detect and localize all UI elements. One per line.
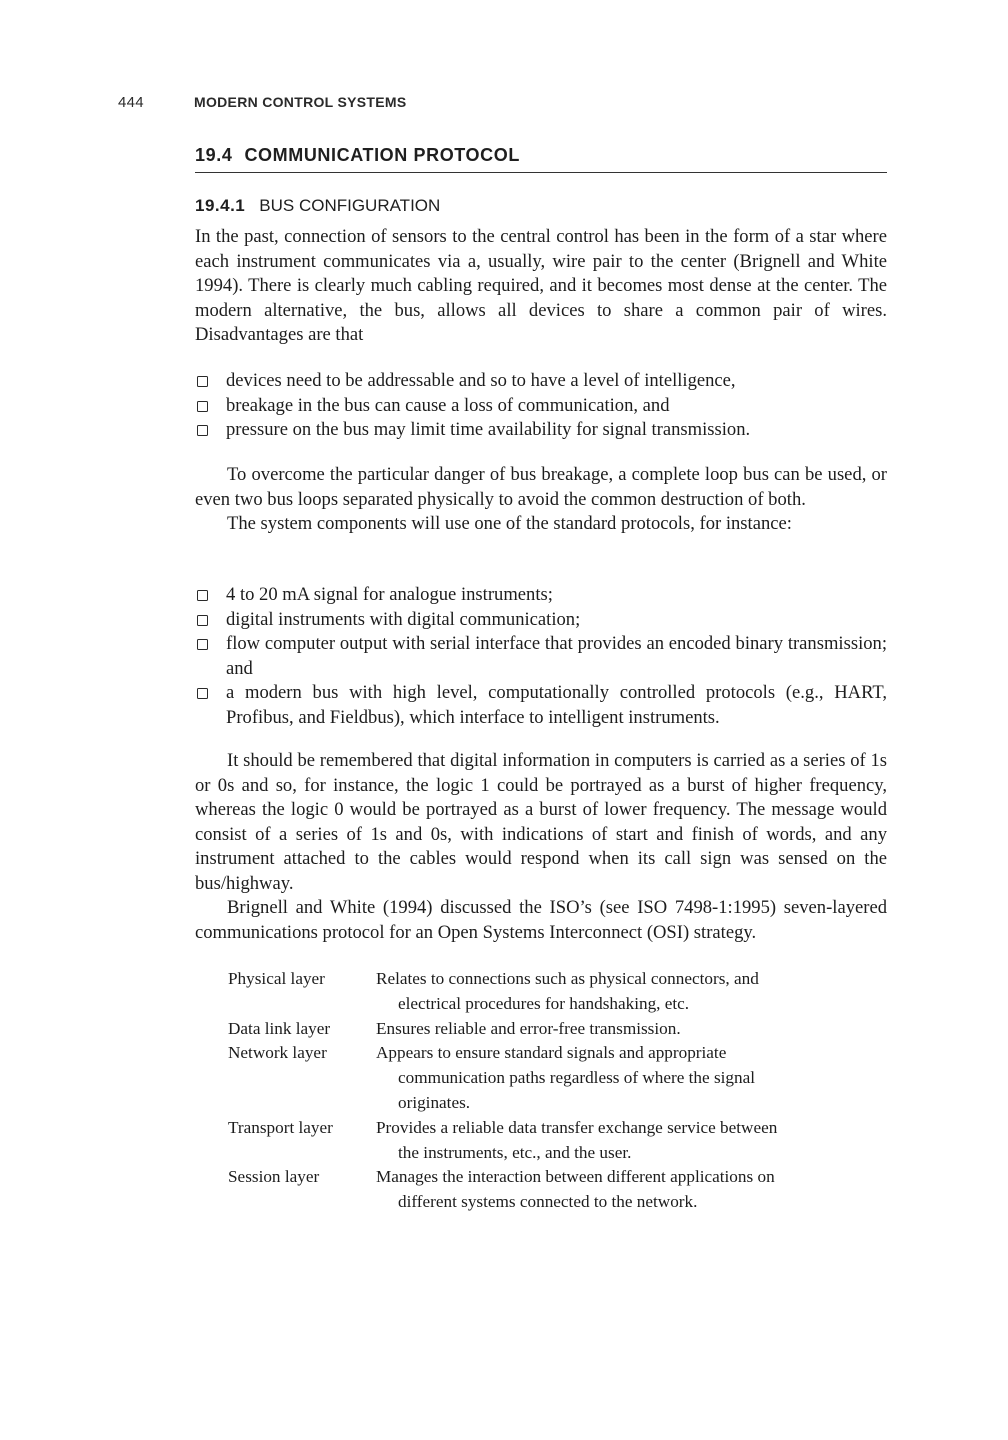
overcome-paragraph: To overcome the particular danger of bus breakage, a complete loop bus can be used, or even two bus loops separated physically to avoid the common destruction of both. bbox=[195, 464, 887, 510]
section-title: COMMUNICATION PROTOCOL bbox=[244, 145, 520, 165]
list-item: devices need to be addressable and so to have a level of intelligence, bbox=[195, 369, 887, 394]
checkbox-bullet-icon bbox=[197, 376, 208, 387]
disadvantages-block bbox=[195, 369, 887, 443]
checkbox-bullet-icon bbox=[197, 688, 208, 699]
digital-block bbox=[195, 749, 887, 945]
running-head-title: MODERN CONTROL SYSTEMS bbox=[194, 94, 407, 110]
list-item: breakage in the bus can cause a loss of communication, and bbox=[195, 394, 887, 419]
layer-name: Physical layer bbox=[228, 969, 325, 988]
components-paragraph: The system components will use one of the standard protocols, for instance: bbox=[227, 513, 792, 534]
protocols-block bbox=[195, 583, 887, 730]
layer-row bbox=[228, 967, 788, 1017]
running-head bbox=[118, 94, 918, 111]
osi-layers-list bbox=[228, 967, 788, 1215]
layer-name: Transport layer bbox=[228, 1117, 333, 1137]
checkbox-bullet-icon bbox=[197, 639, 208, 650]
list-item: pressure on the bus may limit time availability for signal transmission. bbox=[195, 418, 887, 443]
layer-description: Ensures reliable and error-free transmission. bbox=[376, 1018, 681, 1038]
list-item: a modern bus with high level, computationally controlled protocols (e.g., HART, Profibus, and Fieldbus), which interface to intelligent instruments. bbox=[195, 681, 887, 730]
section-number: 19.4 bbox=[195, 145, 233, 165]
intro-paragraph: In the past, connection of sensors to the central control has been in the form of a star where each instrument communicates via a, usually, wire pair to the center (Brignell and White 1994). There is clearly much cabling required, and it becomes most dense at the center. The modern alternative, the bus, allows all devices to share a common pair of wires. Disadvantages are that bbox=[195, 226, 887, 345]
subsection-title: BUS CONFIGURATION bbox=[259, 196, 441, 215]
list-item: flow computer output with serial interface that provides an encoded binary transmission; and bbox=[195, 632, 887, 681]
page-number: 444 bbox=[118, 94, 144, 111]
layer-name: Session layer bbox=[228, 1167, 320, 1187]
overcome-block bbox=[195, 463, 887, 537]
layer-row bbox=[228, 1165, 788, 1215]
checkbox-bullet-icon bbox=[197, 401, 208, 412]
disadvantages-list bbox=[195, 369, 887, 443]
checkbox-bullet-icon bbox=[197, 425, 208, 436]
layer-row bbox=[228, 1041, 788, 1115]
protocols-list bbox=[195, 583, 887, 730]
layer-name: Data link layer bbox=[228, 1018, 331, 1038]
layer-description: Manages the interaction between different applications on different systems connected to the network. bbox=[376, 1167, 775, 1212]
list-item: digital instruments with digital communication; bbox=[195, 608, 887, 633]
section-heading bbox=[195, 145, 887, 173]
brignell-paragraph: Brignell and White (1994) discussed the ISO’s (see ISO 7498-1:1995) seven-layered communications protocol for an Open Systems Interconnect (OSI) strategy. bbox=[195, 897, 887, 943]
layer-description: Relates to connections such as physical connectors, and electrical procedures for handshaking, etc. bbox=[376, 969, 759, 1013]
checkbox-bullet-icon bbox=[197, 590, 208, 601]
intro-block bbox=[195, 225, 887, 348]
subsection-heading bbox=[195, 196, 440, 216]
subsection-number: 19.4.1 bbox=[195, 196, 246, 215]
layer-row bbox=[228, 1017, 788, 1042]
layer-name: Network layer bbox=[228, 1043, 327, 1063]
layer-row bbox=[228, 1116, 788, 1166]
layer-description: Provides a reliable data transfer exchange service between the instruments, etc., and the user. bbox=[376, 1117, 778, 1162]
layer-description: Appears to ensure standard signals and appropriate communication paths regardless of where the signal originates. bbox=[376, 1043, 756, 1112]
checkbox-bullet-icon bbox=[197, 615, 208, 626]
digital-info-paragraph: It should be remembered that digital information in computers is carried as a series of 1s or 0s and so, for instance, the logic 1 could be portrayed as a burst of higher frequency, whereas the logic 0 would be portrayed as a burst of lower frequency. The message would consist of a series of 1s and 0s, with indications of start and finish of words, and any instrument attached to the cables would respond when its call sign was sensed on the bus/highway. bbox=[195, 750, 887, 894]
list-item: 4 to 20 mA signal for analogue instruments; bbox=[195, 583, 887, 608]
